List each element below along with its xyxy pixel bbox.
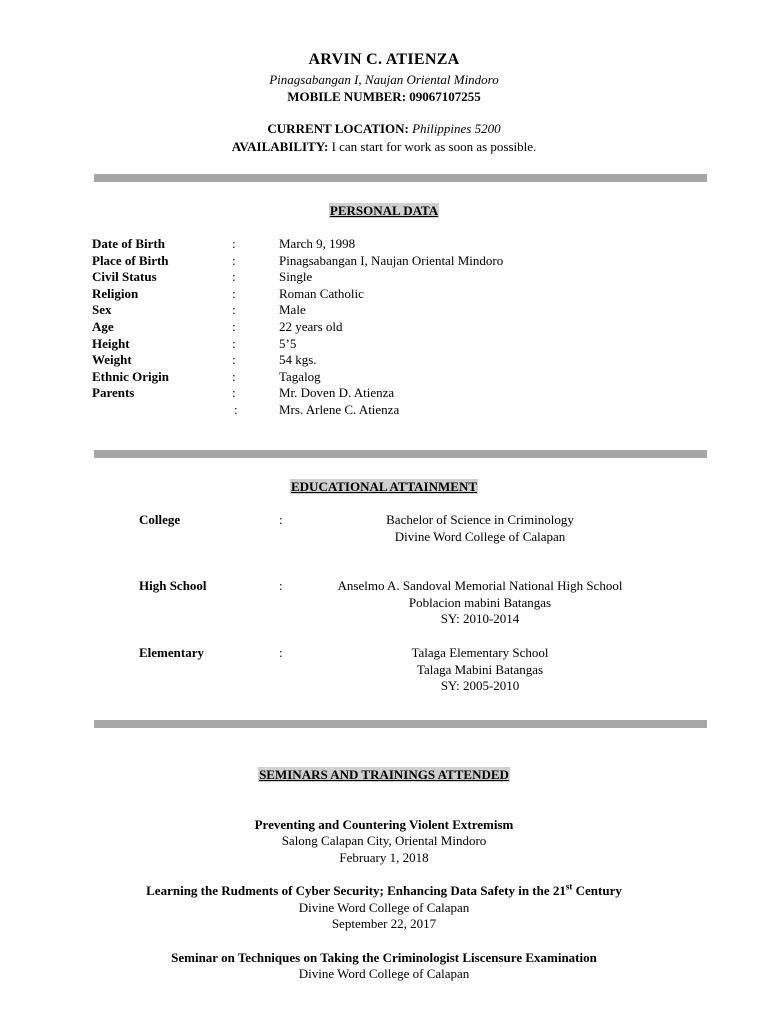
education-detail-line: Anselmo A. Sandoval Memorial National High School: [337, 578, 623, 593]
personal-data-row: [0, 336, 768, 353]
education-details: [300, 645, 660, 695]
personal-data-title: PERSONAL DATA: [329, 203, 439, 218]
mobile-value: 09067107255: [409, 89, 481, 104]
education-level: Elementary: [139, 645, 204, 660]
row-label: Age: [92, 319, 114, 334]
row-label: Place of Birth: [92, 252, 169, 268]
seminar-date: September 22, 2017: [331, 916, 437, 931]
row-colon: :: [232, 285, 236, 301]
personal-data-heading: [0, 203, 768, 220]
section-divider: [94, 450, 707, 458]
seminar-title: Seminar on Techniques on Taking the Criminologist Liscensure Examination: [171, 950, 597, 965]
location-line: [0, 121, 768, 138]
education-details: [300, 578, 660, 628]
row-colon: :: [232, 385, 236, 401]
education-detail-line: Divine Word College of Calapan: [394, 528, 566, 544]
row-value: Mrs. Arlene C. Atienza: [279, 402, 400, 417]
section-divider: [94, 720, 707, 728]
seminar-title-superscript: st: [565, 881, 573, 892]
row-value: Pinagsabangan I, Naujan Oriental Mindoro: [279, 252, 504, 268]
row-label: Parents: [92, 385, 135, 401]
education-colon: :: [279, 578, 283, 593]
seminars-title: SEMINARS AND TRAININGS ATTENDED: [259, 767, 509, 782]
row-colon: :: [232, 269, 236, 285]
education-detail-line: Talaga Mabini Batangas: [416, 661, 544, 677]
personal-data-row: [0, 302, 768, 319]
row-value: Mr. Doven D. Atienza: [279, 385, 395, 401]
applicant-name: ARVIN C. ATIENZA: [308, 51, 460, 68]
row-label: Weight: [92, 352, 132, 368]
row-value: Single: [279, 269, 313, 285]
seminars-heading: [0, 767, 768, 784]
seminar-title: [0, 883, 768, 900]
row-label: Civil Status: [92, 269, 157, 285]
seminar-date: February 1, 2018: [339, 850, 429, 865]
seminar-title-text: Learning the Rudments of Cyber Security; Enhancing Data Safety in the 21: [146, 883, 566, 898]
education-level: High School: [139, 578, 207, 593]
seminar-title-suffix: Century: [572, 883, 622, 898]
row-colon: :: [234, 402, 238, 417]
row-label: Sex: [92, 302, 112, 318]
row-colon: :: [232, 368, 236, 384]
row-colon: :: [232, 252, 236, 268]
row-colon: :: [232, 352, 236, 368]
row-label: Height: [92, 335, 130, 351]
row-label: Ethnic Origin: [92, 368, 169, 384]
row-label: Religion: [92, 285, 139, 301]
location-value: Philippines 5200: [412, 121, 501, 136]
row-colon: :: [232, 236, 236, 251]
education-colon: :: [279, 512, 283, 527]
education-title: EDUCATIONAL ATTAINMENT: [291, 479, 477, 494]
education-detail-line: Poblacion mabini Batangas: [408, 594, 552, 610]
education-detail-line: Talaga Elementary School: [411, 645, 549, 660]
seminar-venue: Salong Calapan City, Oriental Mindoro: [281, 833, 487, 848]
row-label: Date of Birth: [92, 236, 165, 251]
applicant-address: Pinagsabangan I, Naujan Oriental Mindoro: [269, 72, 499, 87]
education-heading: [0, 479, 768, 496]
education-level: College: [139, 512, 181, 527]
education-details: [300, 512, 660, 545]
mobile-label: MOBILE NUMBER:: [287, 89, 407, 104]
row-value: March 9, 1998: [279, 236, 356, 251]
personal-data-row: [0, 253, 768, 270]
availability-value: I can start for work as soon as possible.: [331, 139, 537, 154]
seminar-title: Preventing and Countering Violent Extremism: [254, 817, 514, 832]
row-value: 54 kgs.: [279, 352, 317, 368]
row-value: 5’5: [279, 335, 297, 351]
availability-line: [0, 139, 768, 156]
row-value: Male: [279, 302, 306, 318]
row-value: 22 years old: [279, 319, 343, 334]
row-colon: :: [232, 319, 236, 334]
education-detail-line: Bachelor of Science in Criminology: [386, 512, 574, 527]
location-label: CURRENT LOCATION:: [267, 121, 409, 136]
row-colon: :: [232, 302, 236, 318]
seminar-venue: Divine Word College of Calapan: [298, 966, 470, 981]
section-divider: [94, 174, 707, 182]
education-detail-line: SY: 2005-2010: [440, 678, 520, 694]
education-detail-line: SY: 2010-2014: [440, 611, 520, 627]
personal-data-row: [0, 269, 768, 286]
personal-data-row: [0, 402, 768, 419]
personal-data-row: [0, 286, 768, 303]
seminar-venue: Divine Word College of Calapan: [298, 900, 470, 915]
row-colon: :: [232, 335, 236, 351]
personal-data-row: [0, 385, 768, 402]
mobile-line: [0, 89, 768, 106]
availability-label: AVAILABILITY:: [231, 139, 329, 154]
personal-data-row: [0, 319, 768, 336]
education-colon: :: [279, 645, 283, 660]
personal-data-row: [0, 352, 768, 369]
row-value: Roman Catholic: [279, 285, 364, 301]
personal-data-row: [0, 236, 768, 253]
row-value: Tagalog: [279, 368, 321, 384]
personal-data-row: [0, 369, 768, 386]
